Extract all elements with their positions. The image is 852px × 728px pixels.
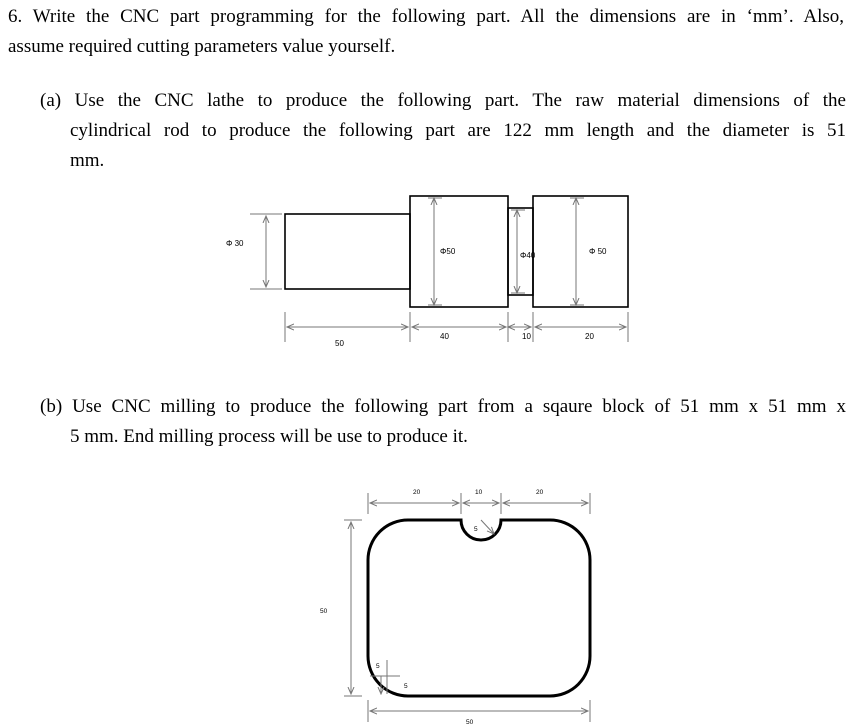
part-a-line-1: (a) Use the CNC lathe to produce the following part. The raw material dimensions of the: [40, 90, 846, 111]
notch-radius-dim: [481, 520, 494, 534]
question-line-2: assume required cutting parameters value yourself.: [8, 36, 396, 57]
dim-corner-5-horizontal: 5: [404, 683, 408, 690]
dim-length-50: 50: [335, 339, 344, 348]
shaft-section-d50-right: [533, 196, 628, 307]
lathe-drawing: [226, 196, 628, 348]
dim-left-50: 50: [320, 608, 328, 615]
part-a-line-3: mm.: [70, 150, 105, 171]
shaft-section-d50-left: [410, 196, 508, 307]
dim-top-20-left: 20: [413, 489, 421, 496]
dim-diameter-40: Φ40: [520, 251, 536, 260]
dim-top-20-right: 20: [536, 489, 544, 496]
dim-diameter-50-right: Φ 50: [589, 247, 607, 256]
question-line-1: 6. Write the CNC part programming for the following part. All the dimensions are in ‘mm’. Also,: [8, 6, 844, 27]
dim-diameter-30: Φ 30: [226, 239, 244, 248]
dim-top-10: 10: [475, 489, 483, 496]
dim-length-20: 20: [585, 332, 594, 341]
lathe-length-dims: [285, 312, 628, 342]
milling-left-dims: [344, 520, 362, 696]
milling-outline: [368, 520, 590, 696]
dim-diameter-50-left: Φ50: [440, 247, 456, 256]
milling-top-dims: [368, 493, 590, 514]
part-a-line-2: cylindrical rod to produce the following part are 122 mm length and the diameter is 51: [70, 120, 846, 141]
lathe-outline: [285, 196, 628, 307]
milling-drawing: [320, 489, 590, 726]
dim-corner-5-vertical: 5: [376, 663, 380, 670]
milling-bottom-dims: [368, 700, 590, 722]
dim-length-10: 10: [522, 332, 531, 341]
part-b-line-2: 5 mm. End milling process will be use to produce it.: [70, 426, 468, 447]
shaft-section-d30: [285, 214, 410, 289]
part-b-line-1: (b) Use CNC milling to produce the following part from a sqaure block of 51 mm x 51 mm x: [40, 396, 846, 417]
dim-length-40: 40: [440, 332, 449, 341]
dim-bottom-50: 50: [466, 719, 474, 726]
dim-notch-radius-5: 5: [474, 526, 478, 533]
